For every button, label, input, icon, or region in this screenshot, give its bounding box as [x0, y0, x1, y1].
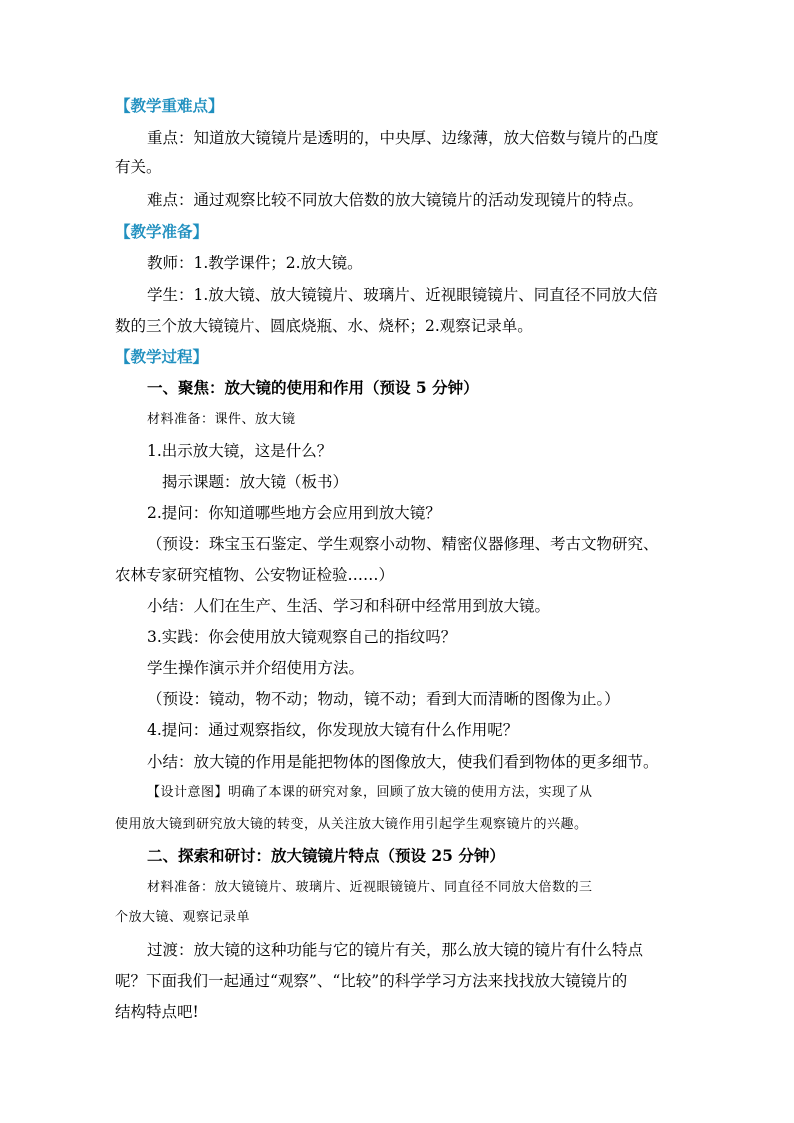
part1-question2: 2.提问：你知道哪些地方会应用到放大镜？ [147, 504, 441, 522]
part1-question1: 1.出示放大镜，这是什么？ [147, 442, 333, 460]
part1-summary2: 小结：放大镜的作用是能把物体的图像放大，使我们看到物体的更多细节。 [147, 753, 659, 771]
part1-preset2: （预设：镜动，物不动；物动，镜不动；看到大而清晰的图像为止。） [147, 690, 620, 708]
part1-reveal: 揭示课题：放大镜（板书） [162, 473, 349, 491]
part1-question4: 4.提问：通过观察指纹，你发现放大镜有什么作用呢？ [147, 721, 519, 739]
student-prep-cont: 数的三个放大镜镜片、圆底烧瓶、水、烧杯；2.观察记录单。 [115, 317, 533, 335]
student-prep: 学生：1.放大镜、放大镜镜片、玻璃片、近视眼镜镜片、同直径不同放大倍 [147, 286, 658, 304]
part1-demo: 学生操作演示并介绍使用方法。 [147, 659, 365, 677]
difficulty-text: 难点：通过观察比较不同放大倍数的放大镜镜片的活动发现镜片的特点。 [147, 191, 644, 209]
part2-materials-cont: 个放大镜、观察记录单 [115, 910, 251, 925]
section-heading-preparation: 【教学准备】 [115, 222, 209, 241]
part1-heading: 一、聚焦：放大镜的使用和作用（预设 5 分钟） [147, 378, 479, 397]
part1-question3: 3.实践：你会使用放大镜观察自己的指纹吗？ [147, 628, 457, 646]
part2-transition-cont: 呢？下面我们一起通过“观察”、“比较”的科学学习方法来找找放大镜镜片的 [115, 972, 628, 990]
part2-materials: 材料准备：放大镜镜片、玻璃片、近视眼镜镜片、同直径不同放大倍数的三 [147, 880, 593, 895]
part2-transition: 过渡：放大镜的这种功能与它的镜片有关，那么放大镜的镜片有什么特点 [147, 941, 644, 959]
key-point-text: 重点：知道放大镜镜片是透明的，中央厚、边缘薄，放大倍数与镜片的凸度 [147, 129, 659, 147]
part2-heading: 二、探索和研讨：放大镜镜片特点（预设 25 分钟） [147, 846, 505, 865]
part2-transition-end: 结构特点吧! [115, 1003, 199, 1021]
teacher-prep: 教师：1.教学课件；2.放大镜。 [147, 254, 363, 272]
part1-design-intent: 【设计意图】明确了本课的研究对象，回顾了放大镜的使用方法，实现了从 [147, 785, 593, 800]
key-point-text-cont: 有关。 [115, 158, 162, 176]
part1-preset1-cont: 农林专家研究植物、公安物证检验……） [115, 566, 395, 584]
section-heading-key-points: 【教学重难点】 [115, 96, 224, 115]
part1-preset1: （预设：珠宝玉石鉴定、学生观察小动物、精密仪器修理、考古文物研究、 [147, 535, 659, 553]
part1-design-intent-cont: 使用放大镜到研究放大镜的转变，从关注放大镜作用引起学生观察镜片的兴趣。 [115, 817, 588, 832]
part1-materials: 材料准备：课件、放大镜 [147, 412, 296, 427]
section-heading-process: 【教学过程】 [115, 347, 209, 366]
part1-summary1: 小结：人们在生产、生活、学习和科研中经常用到放大镜。 [147, 597, 551, 615]
